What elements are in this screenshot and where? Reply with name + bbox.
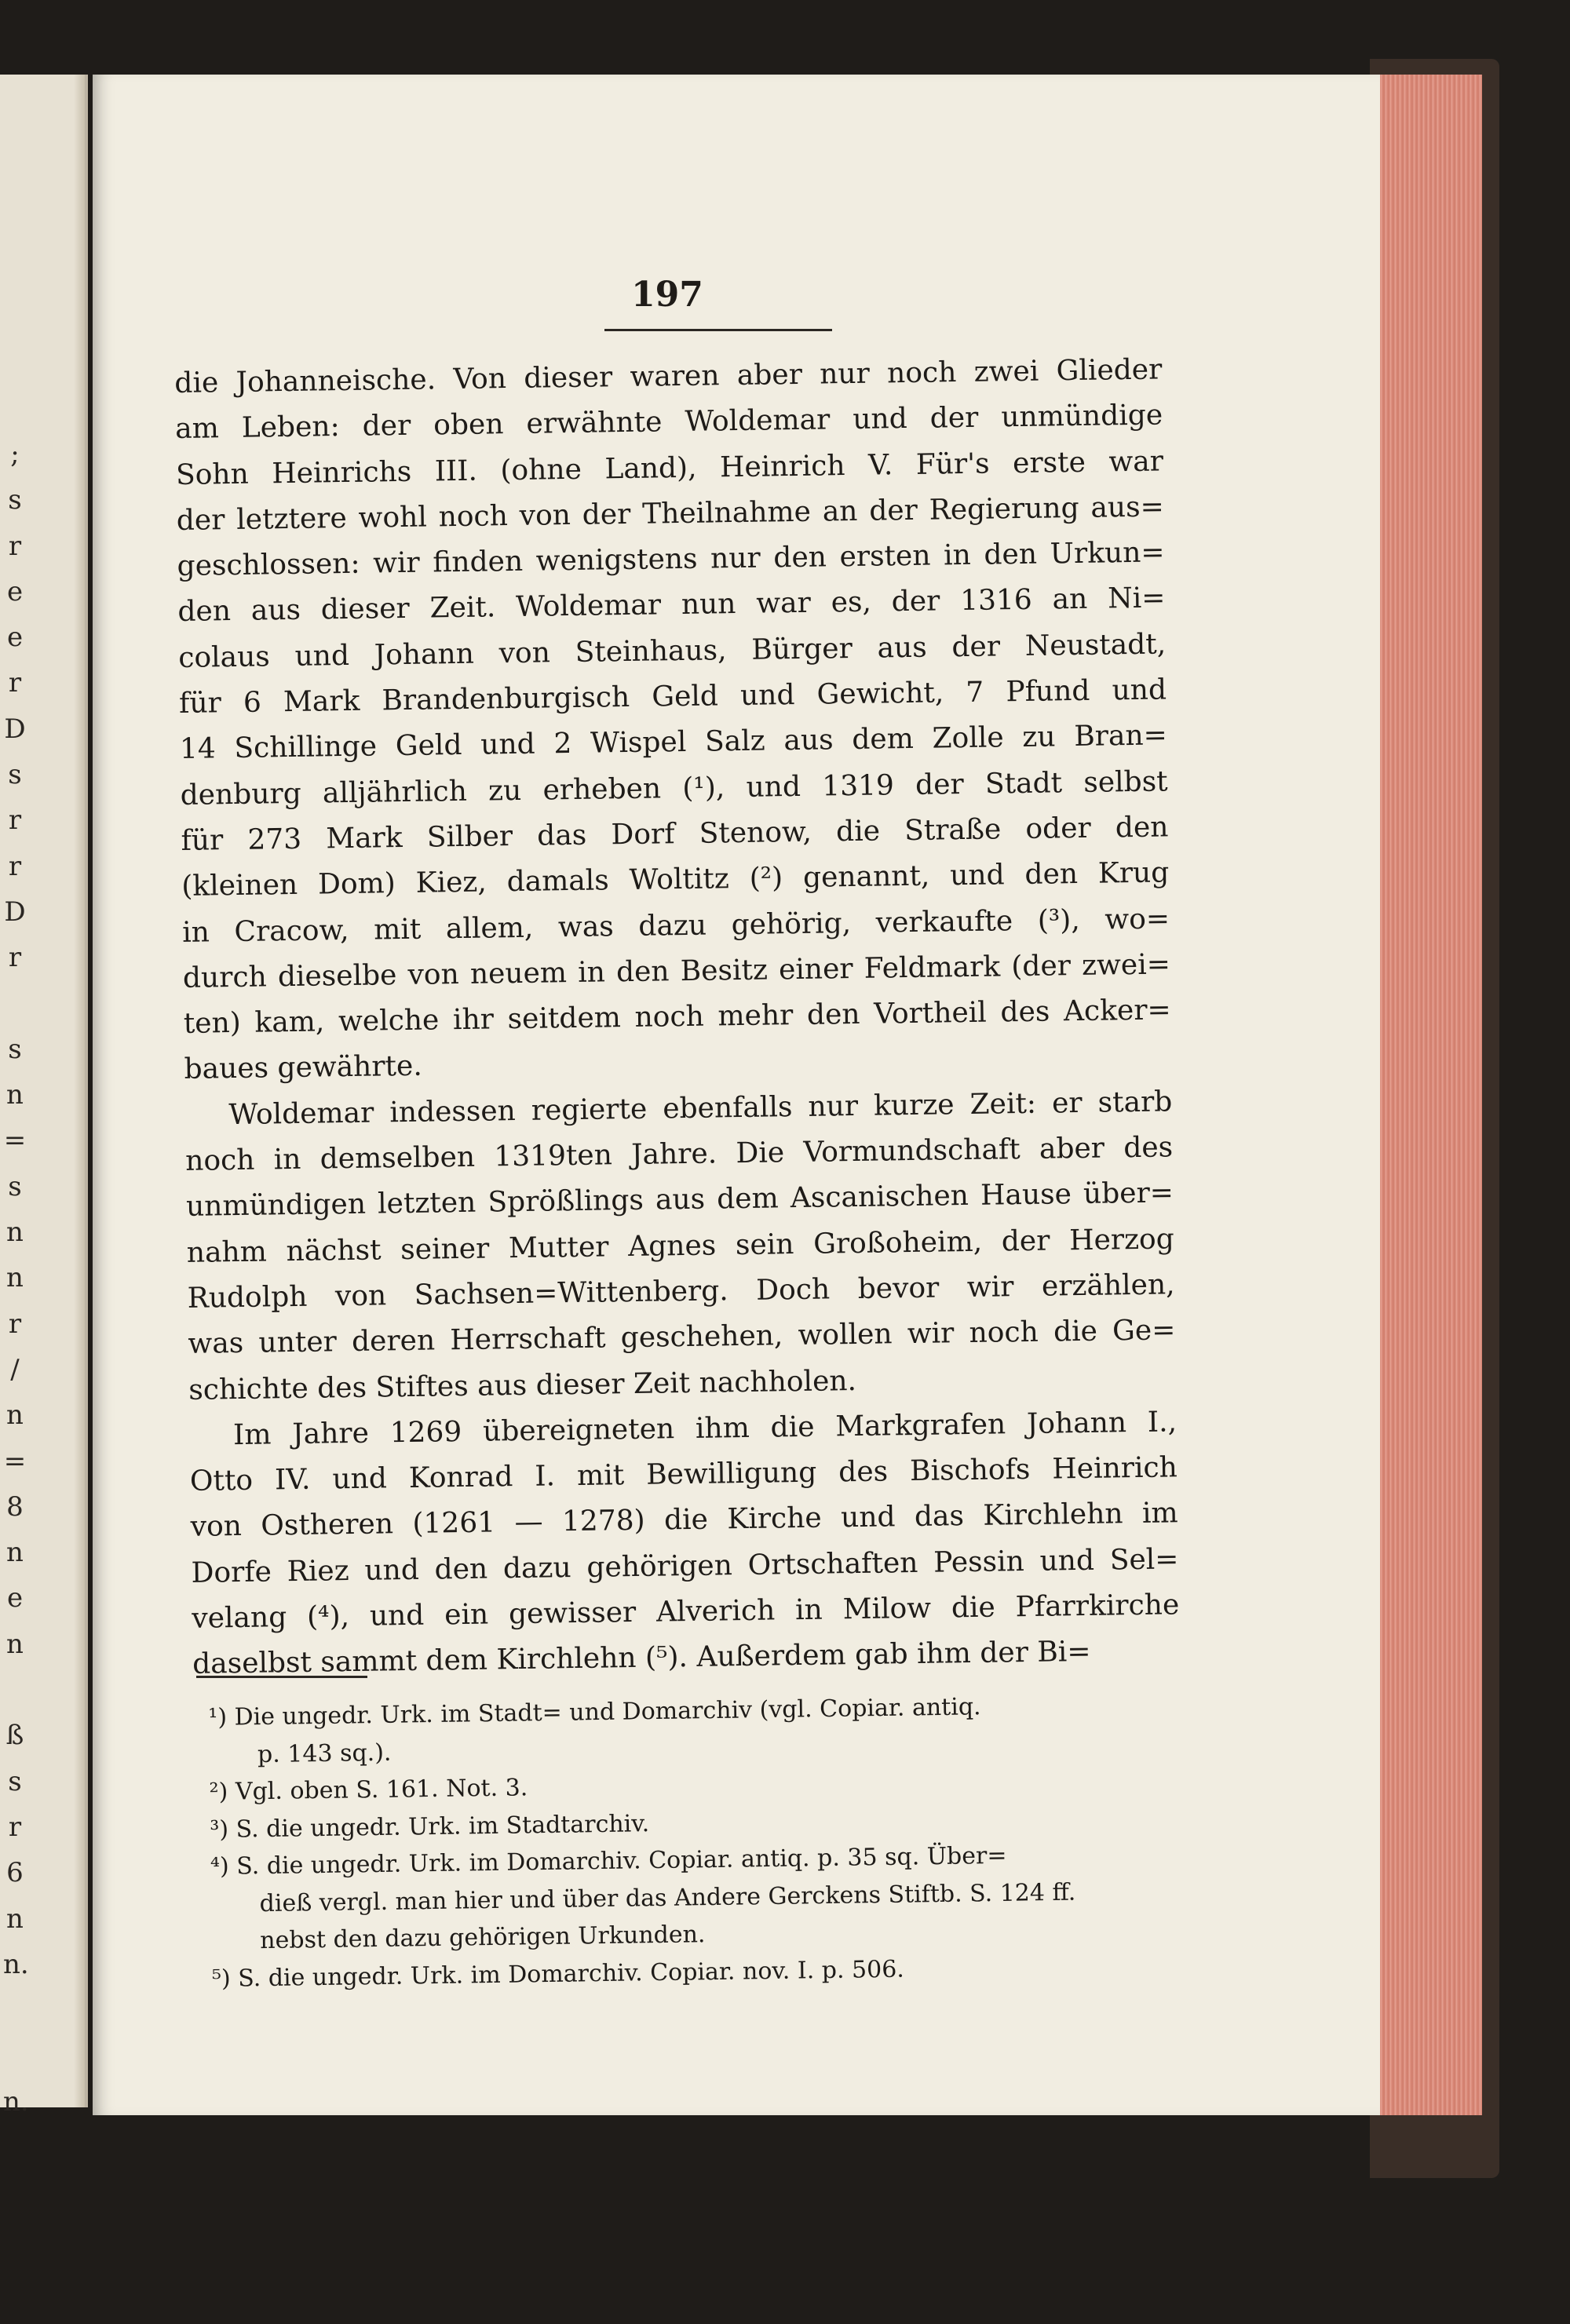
text-line: die Johanneische. Von dieser waren aber nur noch zwei Glieder	[174, 353, 1163, 399]
left-page-fragment: D	[4, 713, 26, 745]
text-line: (kleinen Dom) Kiez, damals Woltitz (²) genannt, und den Krug	[181, 856, 1170, 903]
text-line: Otto IV. und Konrad I. mit Bewilligung des Bischofs Heinrich	[189, 1451, 1178, 1498]
left-page-fragment: s	[8, 759, 22, 791]
footnote-mark: ³)	[210, 1815, 229, 1844]
left-page-fragment: r	[8, 1811, 22, 1843]
text-line: daselbst sammt dem Kirchlehn (⁵). Außerdem gab ihm der Bi=	[192, 1636, 1091, 1681]
footnote	[210, 1835, 1171, 1961]
text-line: der letztere wohl noch von der Theilnahme an der Regierung aus=	[176, 491, 1165, 537]
text-line: was unter deren Herrschaft geschehen, wollen wir noch die Ge=	[188, 1314, 1176, 1361]
paragraph	[189, 1399, 1181, 1687]
left-page	[0, 75, 88, 2118]
left-page-fragment	[3, 1987, 27, 2033]
text-line: in Cracow, mit allem, was dazu gehörig, verkaufte (³), wo=	[181, 902, 1170, 949]
text-line: denburg alljährlich zu erheben (¹), und 1319 der Stadt selbst	[180, 765, 1168, 812]
left-page-fragment: e	[6, 575, 24, 607]
left-page-fragment: =	[3, 1125, 27, 1157]
text-line: Dorfe Riez und den dazu gehörigen Ortschaften Pessin und Sel=	[191, 1543, 1179, 1589]
text-line: unmündigen letzten Sprößlings aus dem Ascanischen Hause über=	[185, 1177, 1174, 1224]
body-text	[174, 347, 1180, 1687]
left-page-fragment: 8	[6, 1490, 24, 1523]
left-page-fragment: =	[3, 1445, 27, 1477]
left-page-fragment: r	[8, 942, 22, 974]
left-page-fragment: e	[6, 1582, 24, 1614]
text-line: velang (⁴), und ein gewisser Alverich in Milow die Pfarrkirche	[192, 1589, 1180, 1635]
text-line: schichte des Stiftes aus dieser Zeit nachholen.	[188, 1364, 857, 1406]
left-page-fragment: n	[6, 1903, 24, 1935]
text-line: Woldemar indessen regierte ebenfalls nur kurze Zeit: er starb	[228, 1085, 1173, 1131]
page-number-text: 197	[631, 275, 703, 315]
text-line: ten) kam, welche ihr seitdem noch mehr den Vortheil des Acker=	[183, 994, 1171, 1041]
left-page-fragment	[3, 981, 27, 1027]
footnote-mark: ²)	[209, 1778, 228, 1806]
footnote-mark: ⁵)	[211, 1965, 231, 1993]
text-line: colaus und Johann von Steinhaus, Bürger aus der Neustadt,	[177, 628, 1167, 674]
footnote-text: Vgl. oben S. 161. Not. 3.	[235, 1774, 528, 1806]
text-line: nahm nächst seiner Mutter Agnes sein Großoheim, der Herzog	[186, 1222, 1175, 1269]
left-page-fragment	[3, 2033, 27, 2078]
left-page-fragment: /	[10, 1353, 20, 1385]
paragraph	[174, 347, 1172, 1093]
text-line: baues gewährte.	[184, 1050, 423, 1086]
left-page-fragment: n	[6, 1628, 24, 1660]
footnotes	[208, 1686, 1171, 1997]
footnote-line: dieß vergl. man hier und über das Andere Gerckens Stiftb. S. 124 ff.	[259, 1878, 1076, 1917]
left-page-gutter	[74, 75, 85, 2107]
footnote-text: Die ungedr. Urk. im Stadt= und Domarchiv (vgl. Copiar. antiq.	[234, 1693, 981, 1731]
footnote-rule	[196, 1676, 367, 1678]
left-page-fragment: s	[8, 1170, 22, 1202]
text-line: Im Jahre 1269 übereigneten ihm die Markgrafen Johann I.,	[232, 1406, 1178, 1451]
left-page-fragment: r	[8, 530, 22, 562]
footnote-text: S. die ungedr. Urk. im Domarchiv. Copiar. nov. I. p. 506.	[238, 1955, 905, 1992]
paragraph	[184, 1079, 1177, 1414]
left-page-fragment: n.	[3, 1948, 29, 1980]
footnote	[208, 1686, 1168, 1774]
text-line: am Leben: der oben erwähnte Woldemar und der unmündige	[174, 399, 1163, 446]
footnote-mark: ¹)	[208, 1703, 228, 1731]
left-page-fragment: r	[8, 804, 22, 837]
text-line: Sohn Heinrichs III. (ohne Land), Heinrich V. Für's erste war	[175, 445, 1164, 491]
text-line: noch in demselben 1319ten Jahre. Die Vormundschaft aber des	[184, 1131, 1174, 1177]
left-page-text-fragments	[3, 432, 27, 2125]
left-page-fragment: n	[6, 1399, 24, 1432]
page-block-edges	[1370, 75, 1482, 2115]
text-line: den aus dieser Zeit. Woldemar nun war es, der 1316 an Ni=	[177, 582, 1166, 629]
text-line: 14 Schillinge Geld und 2 Wispel Salz aus dem Zolle zu Bran=	[179, 719, 1168, 766]
left-page-fragment: e	[6, 622, 24, 654]
left-page-fragment: n.	[3, 2085, 29, 2118]
footnote-mark: ⁴)	[210, 1852, 229, 1881]
text-line: für 273 Mark Silber das Dorf Stenow, die Straße oder den	[181, 811, 1169, 857]
left-page-fragment: D	[4, 896, 26, 928]
text-line: Rudolph von Sachsen=Wittenberg. Doch bevor wir erzählen,	[187, 1268, 1175, 1315]
footnote-text: S. die ungedr. Urk. im Stadtarchiv.	[236, 1809, 650, 1844]
left-page-fragment: n	[6, 1217, 24, 1249]
left-page-fragment: r	[8, 1308, 22, 1340]
footnote-line: p. 143 sq.).	[257, 1738, 392, 1768]
footnote-line: nebst den dazu gehörigen Urkunden.	[260, 1921, 706, 1955]
left-page-fragment: r	[8, 667, 22, 699]
left-page-fragment: s	[8, 484, 22, 516]
footnote-text: S. die ungedr. Urk. im Domarchiv. Copiar. antiq. p. 35 sq. Über=	[236, 1841, 1007, 1881]
left-page-fragment: r	[8, 850, 22, 882]
text-line: von Ostheren (1261 — 1278) die Kirche und das Kirchlehn im	[190, 1497, 1178, 1544]
left-page-fragment	[3, 1667, 27, 1713]
page-number-rule	[604, 329, 832, 331]
left-page-fragment: ;	[10, 439, 20, 470]
page-number	[93, 275, 1383, 315]
left-page-fragment: s	[8, 1765, 22, 1797]
text-line: geschlossen: wir finden wenigstens nur den ersten in den Urkun=	[177, 536, 1165, 583]
left-page-fragment: n	[6, 1537, 24, 1569]
text-line: für 6 Mark Brandenburgisch Geld und Gewicht, 7 Pfund und	[178, 673, 1167, 721]
left-page-fragment: n	[6, 1079, 24, 1111]
left-page-fragment: s	[8, 1033, 22, 1065]
text-line: durch dieselbe von neuem in den Besitz einer Feldmark (der zwei=	[182, 948, 1171, 994]
left-page-fragment: n	[6, 1262, 24, 1294]
left-page-fragment: 6	[6, 1857, 24, 1889]
left-page-fragment: ß	[5, 1720, 24, 1752]
